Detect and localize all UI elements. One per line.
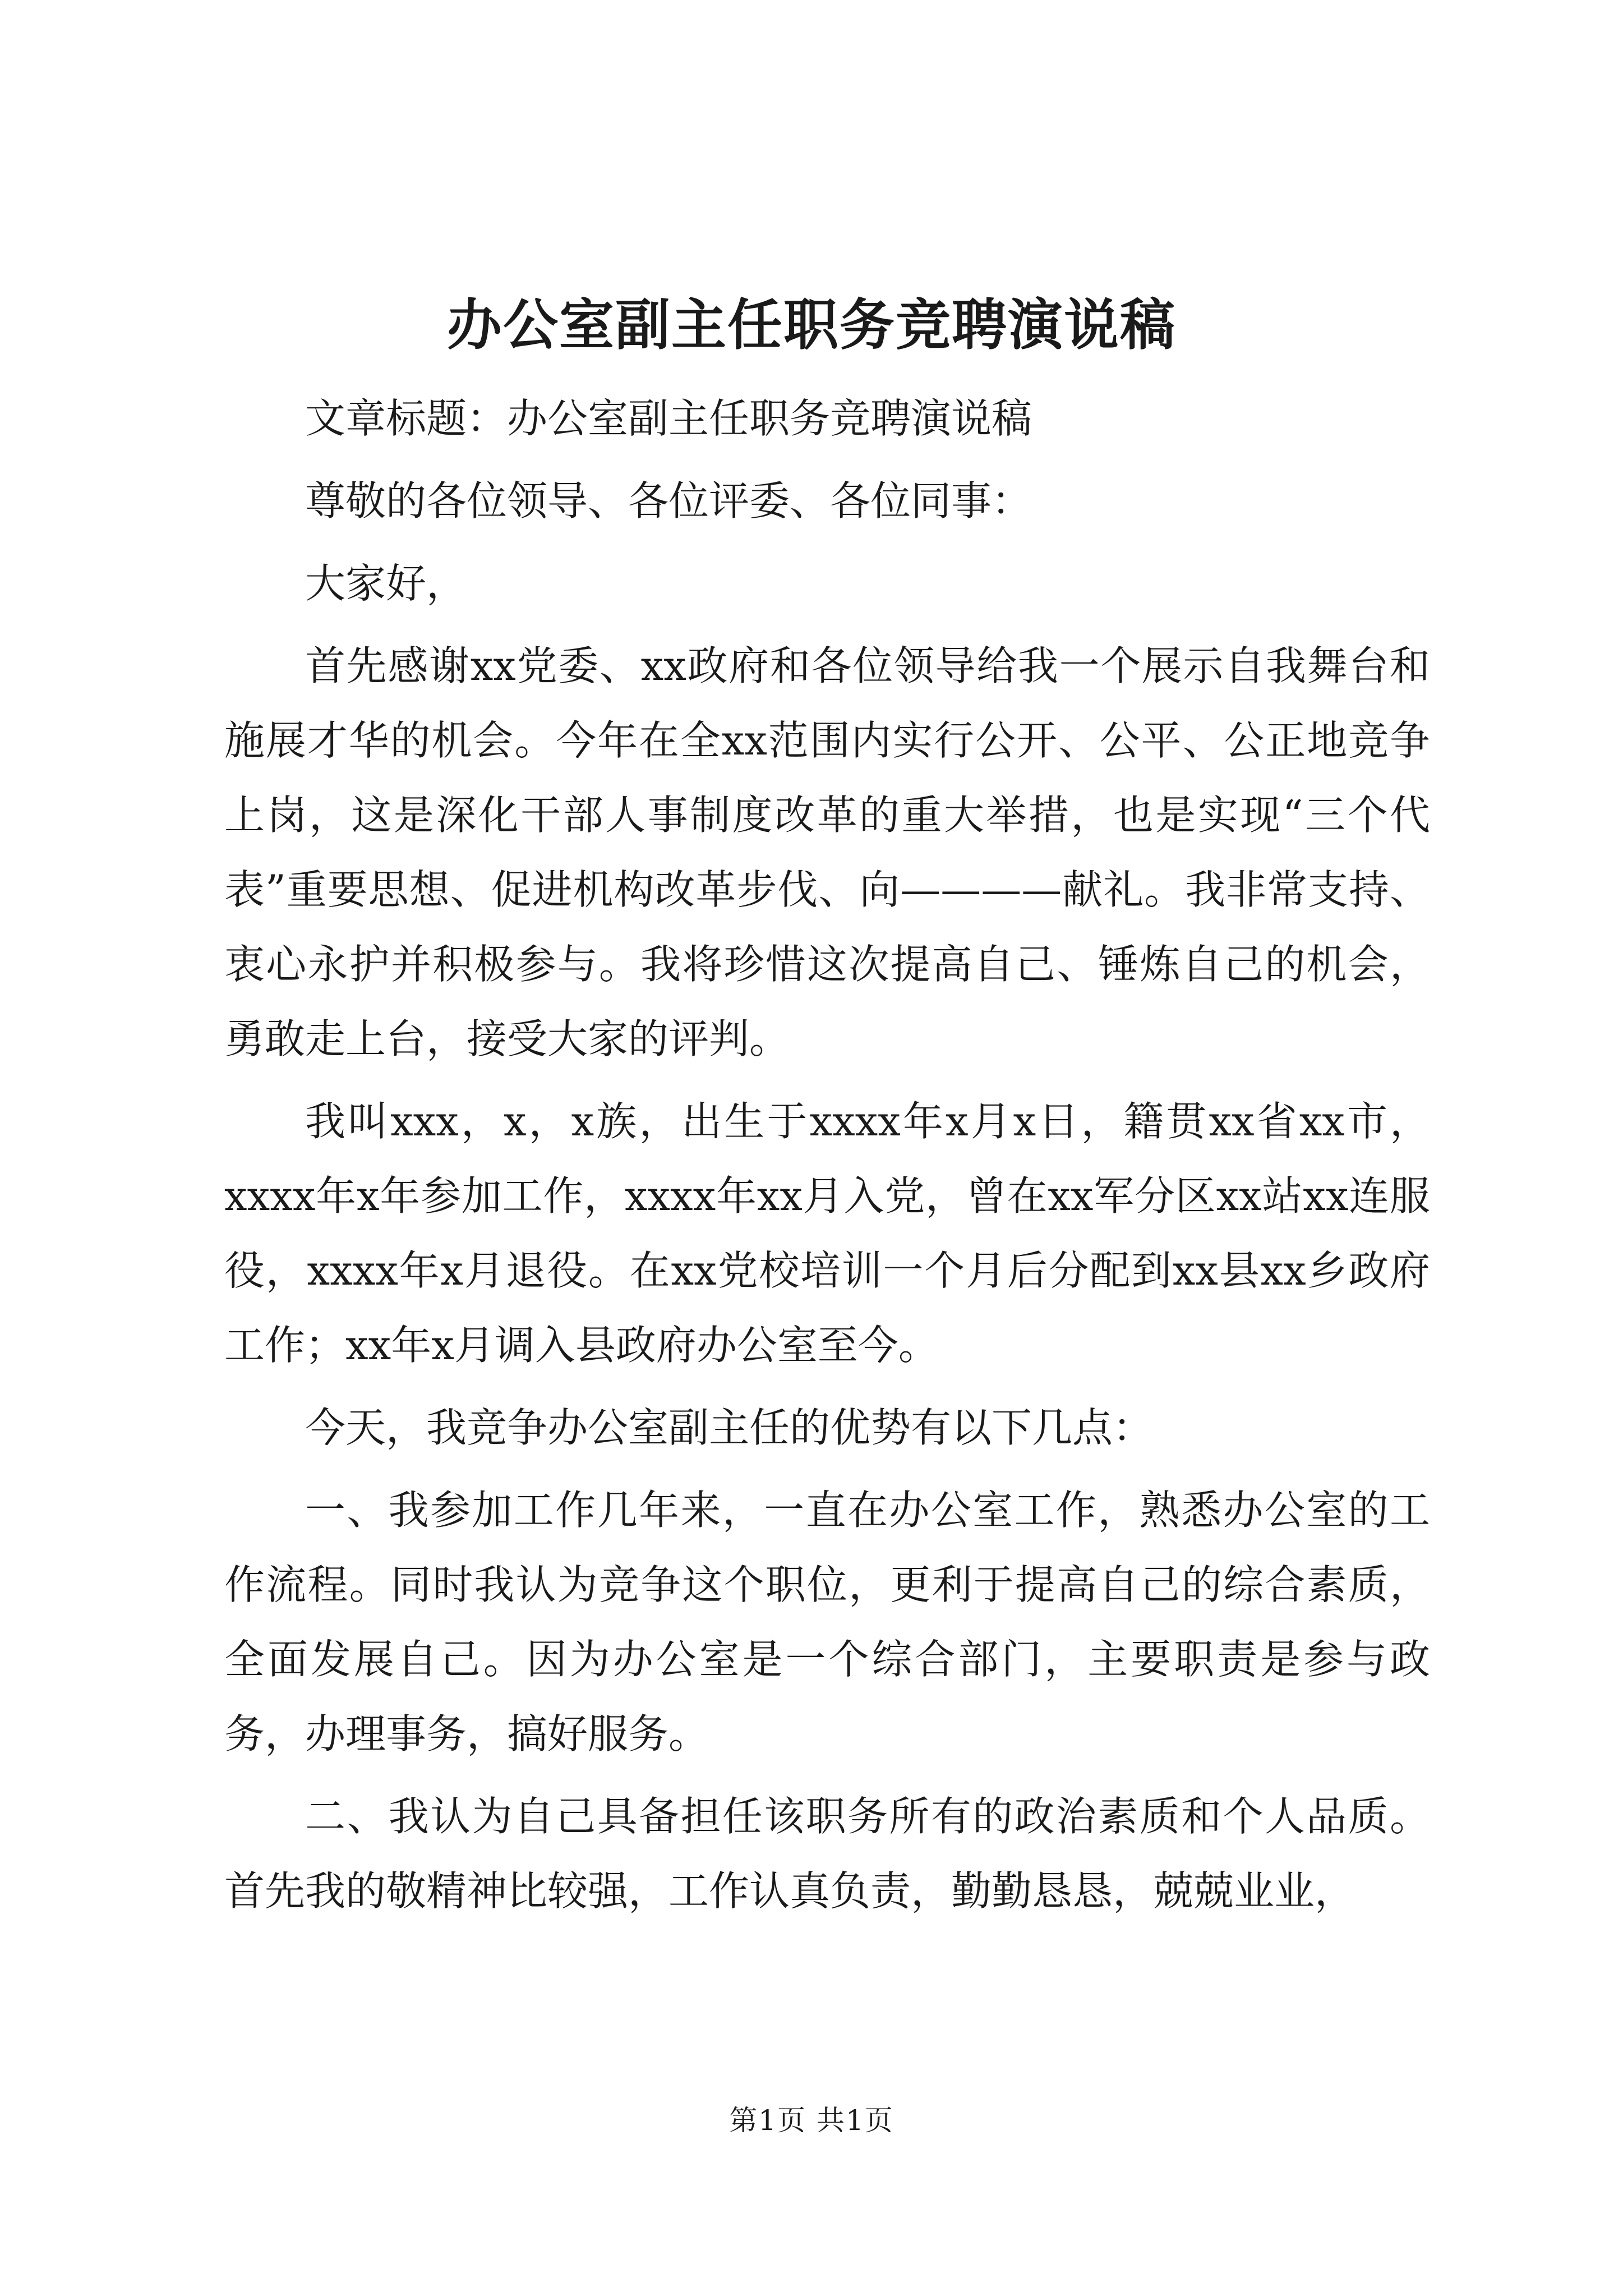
- page-footer: 第1页 共1页: [729, 2104, 894, 2137]
- paragraph-salutation: 尊敬的各位领导、各位评委、各位同事：: [305, 477, 1032, 524]
- paragraph-article-title: 文章标题：办公室副主任职务竞聘演说稿: [305, 395, 1032, 442]
- paragraph-thanks: 首先感谢xx党委、xx政府和各位领导给我一个展示自我舞台和施展才华的机会。今年在全xx范围内实行公开、公平、公正地竞争上岗，这是深化干部人事制度改革的重大举措，也是实现“三个代表”重要思想、促进机构改革步伐、向————献礼。我非常支持、衷心永护并积极参与。我将珍惜这次提高自己、锤炼自己的机会，勇敢走上台，接受大家的评判。: [224, 642, 1430, 1062]
- document-title: 办公室副主任职务竞聘演说稿: [446, 293, 1176, 357]
- paragraph-advantage-one: 一、我参加工作几年来，一直在办公室工作，熟悉办公室的工作流程。同时我认为竞争这个职位，更利于提高自己的综合素质，全面发展自己。因为办公室是一个综合部门，主要职责是参与政务，办理事务，搞好服务。: [224, 1487, 1430, 1757]
- document-body: [224, 381, 1430, 1936]
- paragraph-self-introduction: 我叫xxx，x，x族，出生于xxxx年x月x日，籍贯xx省xx市，xxxx年x年参加工作，xxxx年xx月入党，曾在xx军分区xx站xx连服役，xxxx年x月退役。在xx党校培训一个月后分配到xx县xx乡政府工作；xx年x月调入县政府办公室至今。: [224, 1098, 1430, 1369]
- paragraph-advantage-two: 二、我认为自己具备担任该职务所有的政治素质和个人品质。首先我的敬精神比较强，工作认真负责，勤勤恳恳，兢兢业业，: [224, 1793, 1430, 1915]
- paragraph-greeting: 大家好，: [305, 560, 467, 607]
- paragraph-advantages-intro: 今天，我竞争办公室副主任的优势有以下几点：: [305, 1404, 1154, 1451]
